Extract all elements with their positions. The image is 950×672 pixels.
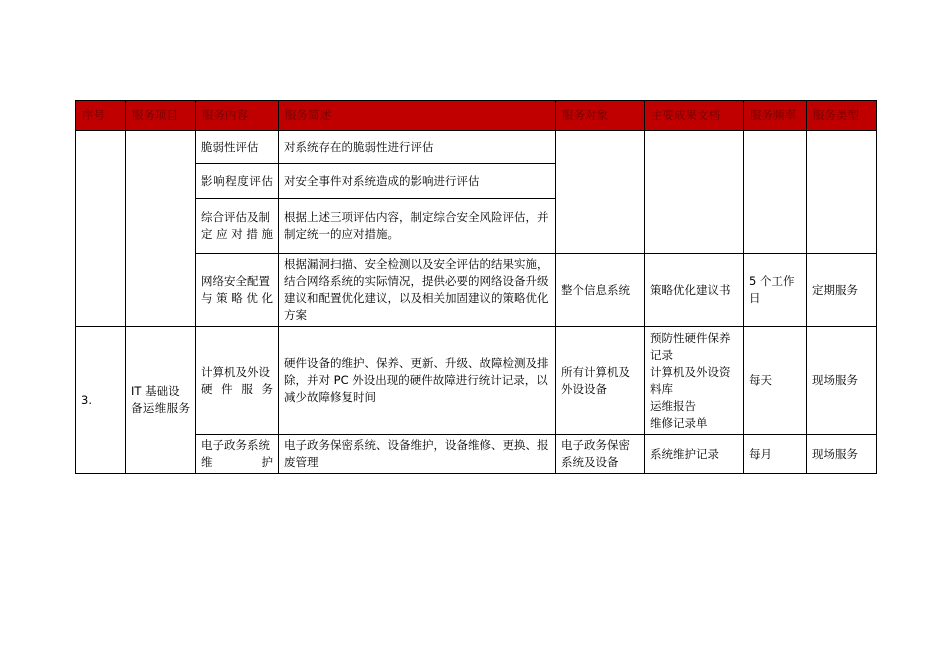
cell-documents: 系统维护记录 bbox=[645, 435, 744, 474]
cell-content: 电子政务系统维护 bbox=[196, 435, 279, 474]
cell-type-empty bbox=[807, 131, 877, 254]
cell-content: 脆弱性评估 bbox=[196, 131, 279, 164]
cell-documents: 预防性硬件保养记录 计算机及外设资料库 运维报告 维修记录单 bbox=[645, 327, 744, 435]
cell-project: IT 基础设备运维服务 bbox=[126, 327, 196, 474]
header-content: 服务内容 bbox=[196, 101, 279, 131]
cell-frequency: 每天 bbox=[744, 327, 807, 435]
table-row bbox=[76, 327, 877, 435]
table-header-row bbox=[76, 101, 877, 131]
cell-content: 影响程度评估 bbox=[196, 164, 279, 199]
cell-target-empty bbox=[556, 131, 645, 254]
table-row bbox=[76, 435, 877, 474]
cell-content: 综合评估及制定应对措施 bbox=[196, 199, 279, 254]
cell-documents: 策略优化建议书 bbox=[645, 254, 744, 327]
cell-frequency-empty bbox=[744, 131, 807, 254]
cell-type: 定期服务 bbox=[807, 254, 877, 327]
header-project: 服务项目 bbox=[126, 101, 196, 131]
header-target: 服务对象 bbox=[556, 101, 645, 131]
cell-description: 对系统存在的脆弱性进行评估 bbox=[279, 131, 556, 164]
cell-frequency: 每月 bbox=[744, 435, 807, 474]
cell-description: 根据漏洞扫描、安全检测以及安全评估的结果实施，结合网络系统的实际情况，提供必要的网络设备升级建议和配置优化建议，以及相关加固建议的策略优化方案 bbox=[279, 254, 556, 327]
cell-content: 网络安全配置与策略优化 bbox=[196, 254, 279, 327]
cell-project-empty bbox=[126, 131, 196, 327]
header-type: 服务类型 bbox=[807, 101, 877, 131]
cell-target: 所有计算机及外设设备 bbox=[556, 327, 645, 435]
cell-description: 硬件设备的维护、保养、更新、升级、故障检测及排除，并对 PC 外设出现的硬件故障进行统计记录，以减少故障修复时间 bbox=[279, 327, 556, 435]
table-row bbox=[76, 131, 877, 164]
header-documents: 主要成果文档 bbox=[645, 101, 744, 131]
cell-documents-empty bbox=[645, 131, 744, 254]
cell-frequency: 5 个工作日 bbox=[744, 254, 807, 327]
cell-content: 计算机及外设硬件服务 bbox=[196, 327, 279, 435]
cell-type: 现场服务 bbox=[807, 327, 877, 435]
header-description: 服务简述 bbox=[279, 101, 556, 131]
cell-description: 电子政务保密系统、设备维护，设备维修、更换、报废管理 bbox=[279, 435, 556, 474]
table-row bbox=[76, 254, 877, 327]
header-no: 序号 bbox=[76, 101, 126, 131]
service-table bbox=[75, 100, 877, 474]
cell-target: 整个信息系统 bbox=[556, 254, 645, 327]
header-frequency: 服务频率 bbox=[744, 101, 807, 131]
cell-type: 现场服务 bbox=[807, 435, 877, 474]
cell-description: 根据上述三项评估内容，制定综合安全风险评估，并制定统一的应对措施。 bbox=[279, 199, 556, 254]
cell-no-empty bbox=[76, 131, 126, 327]
cell-description: 对安全事件对系统造成的影响进行评估 bbox=[279, 164, 556, 199]
cell-no: 3. bbox=[76, 327, 126, 474]
cell-target: 电子政务保密系统及设备 bbox=[556, 435, 645, 474]
